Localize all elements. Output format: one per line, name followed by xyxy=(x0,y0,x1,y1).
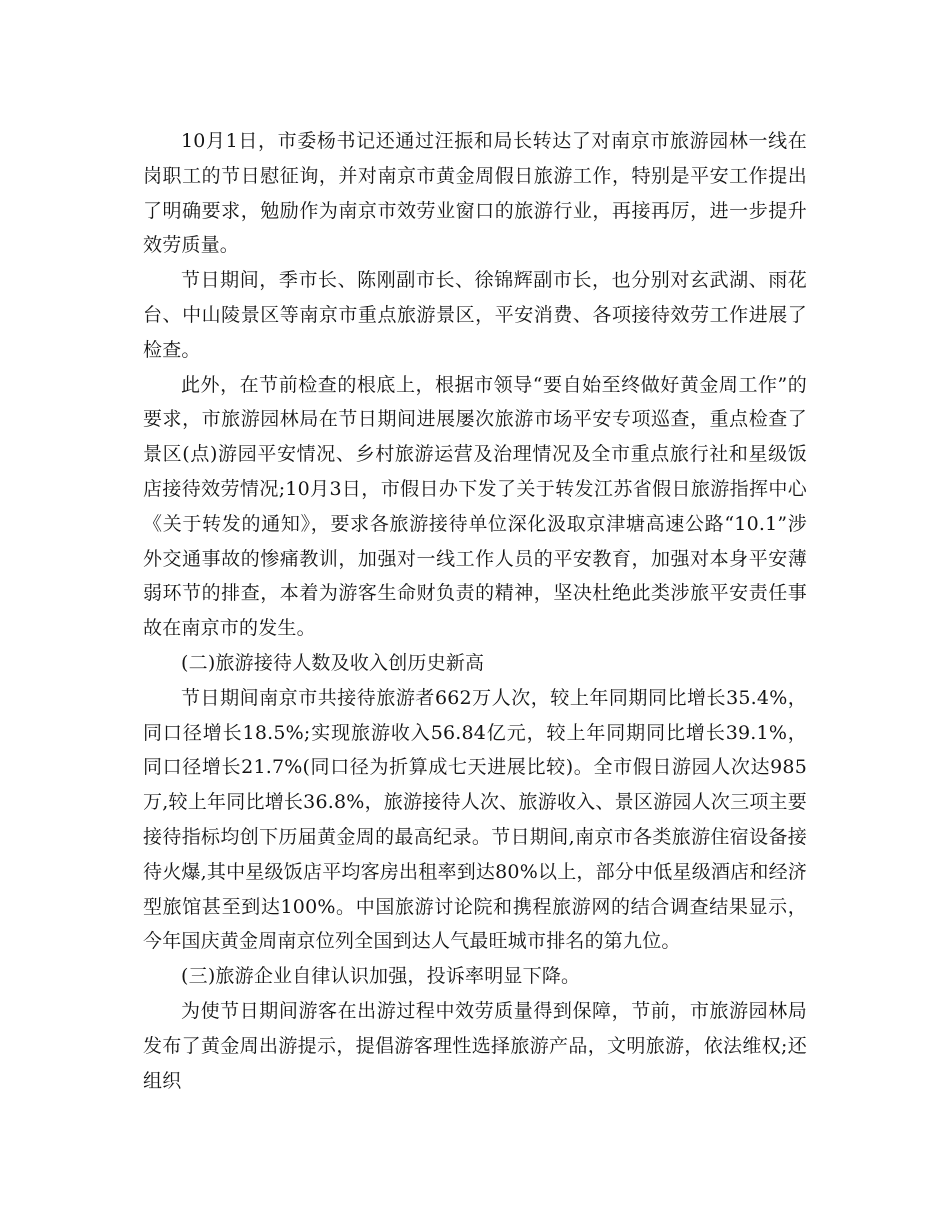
section-heading: (三)旅游企业自律认识加强，投诉率明显下降。 xyxy=(181,965,581,988)
paragraph: 节日期间，季市长、陈刚副市长、徐锦辉副市长，也分别对玄武湖、雨花台、中山陵景区等南京市重点旅游景区，平安消费、各项接待效劳工作进展了检查。 xyxy=(143,269,807,361)
document-body xyxy=(143,124,807,1098)
section-heading: (二)旅游接待人数及收入创历史新高 xyxy=(181,651,485,674)
paragraph: 节日期间南京市共接待旅游者662万人次，较上年同期同比增长35.4%，同口径增长18.5%;实现旅游收入56.84亿元，较上年同期同比增长39.1%，同口径增长21.7%(同口径为折算成七天进展比较)。全市假日游园人次达985万,较上年同比增长36.8%，旅游接待人次、旅游收入、景区游园人次三项主要接待指标均创下历届黄金周的最高纪录。节日期间,南京市各类旅游住宿设备接待火爆,其中星级饭店平均客房出租率到达80%以上，部分中低星级酒店和经济型旅馆甚至到达100%。中国旅游讨论院和携程旅游网的结合调查结果显示，今年国庆黄金周南京位列全国到达人气最旺城市排名的第九位。 xyxy=(143,686,807,953)
paragraph: 10月1日，市委杨书记还通过汪振和局长转达了对南京市旅游园林一线在岗职工的节日慰征询，并对南京市黄金周假日旅游工作，特别是平安工作提出了明确要求，勉励作为南京市效劳业窗口的旅游行业，再接再厉，进一步提升效劳质量。 xyxy=(143,130,807,257)
paragraph: 为使节日期间游客在出游过程中效劳质量得到保障，节前，市旅游园林局发布了黄金周出游提示，提倡游客理性选择旅游产品，文明旅游，依法维权;还组织 xyxy=(143,999,807,1092)
paragraph: 此外，在节前检查的根底上，根据市领导“要自始至终做好黄金周工作”的要求，市旅游园林局在节日期间进展屡次旅游市场平安专项巡查，重点检查了景区(点)游园平安情况、乡村旅游运营及治理情况及全市重点旅行社和星级饭店接待效劳情况;10月3日，市假日办下发了关于转发江苏省假日旅游指挥中心《关于转发的通知》，要求各旅游接待单位深化汲取京津塘高速公路“10.1”涉外交通事故的惨痛教训，加强对一线工作人员的平安教育，加强对本身平安薄弱环节的排查，本着为游客生命财负责的精神，坚决杜绝此类涉旅平安责任事故在南京市的发生。 xyxy=(143,373,807,640)
